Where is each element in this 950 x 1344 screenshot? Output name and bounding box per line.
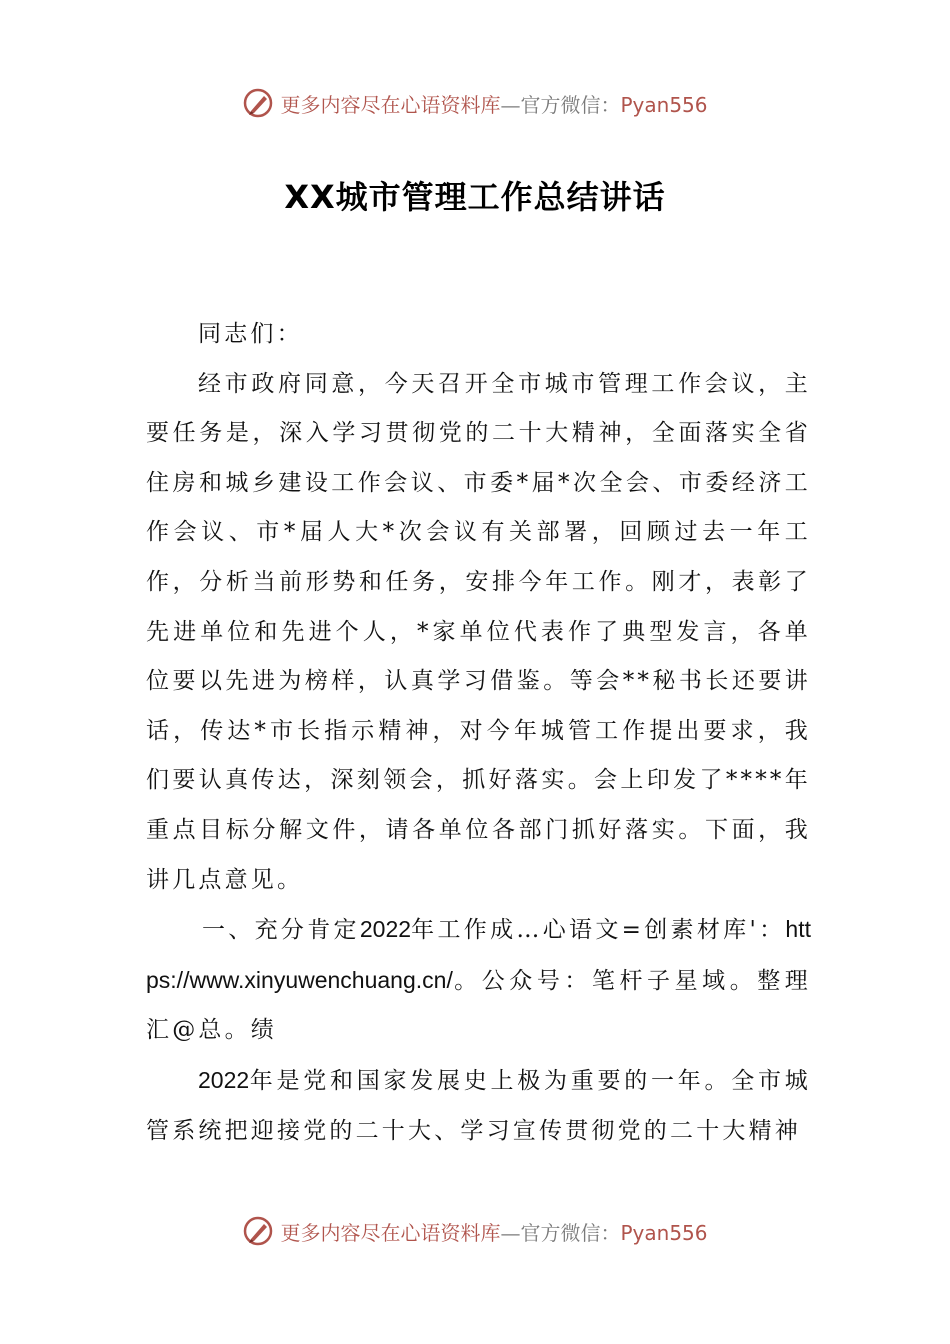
header-watermark bbox=[0, 83, 950, 123]
footer-watermark bbox=[0, 1211, 950, 1251]
heading-1-middle: 年工作成…心语文=创素材库'： bbox=[411, 917, 786, 944]
watermark-official-label: 官方微信： bbox=[520, 92, 621, 117]
watermark-wechat-id: Pyan556 bbox=[620, 1220, 708, 1245]
watermark-separator: — bbox=[500, 92, 521, 117]
paragraph-2-text: 年是党和国家发展史上极为重要的一年。全市城管系统把迎接党的二十大、学习宣传贯彻党的二十大精神 bbox=[146, 1067, 811, 1144]
document-body bbox=[146, 310, 811, 1156]
salutation: 同志们： bbox=[198, 321, 303, 347]
heading-1-url: https://www.xinyuwenchuang.cn/ bbox=[146, 916, 811, 993]
watermark-main-text: 更多内容尽在心语资料库 bbox=[280, 1220, 501, 1245]
paragraph-2 bbox=[146, 1056, 811, 1156]
heading-1-suffix: 。公众号：笔杆子星域。整理汇@总。绩 bbox=[146, 967, 811, 1044]
watermark-wechat-id: Pyan556 bbox=[620, 92, 708, 117]
watermark-text bbox=[280, 1217, 707, 1246]
paragraph-2-year: 2022 bbox=[198, 1066, 250, 1093]
heading-1-prefix: 一、充分肯定 bbox=[202, 917, 360, 944]
document-title: XX城市管理工作总结讲话 bbox=[284, 178, 666, 216]
watermark-text bbox=[280, 89, 707, 118]
pen-logo-icon bbox=[242, 1215, 274, 1247]
heading-1 bbox=[146, 905, 811, 1056]
watermark-separator: — bbox=[500, 1220, 521, 1245]
paragraph-1: 经市政府同意，今天召开全市城市管理工作会议，主要任务是，深入学习贯彻党的二十大精神，全面落实全省住房和城乡建设工作会议、市委*届*次全会、市委经济工作会议、市*届人大*次会议有关部署，回顾过去一年工作，分析当前形势和任务，安排今年工作。刚才，表彰了先进单位和先进个人，*家单位代表作了典型发言，各单位要以先进为榜样，认真学习借鉴。等会**秘书长还要讲话，传达*市长指示精神，对今年城管工作提出要求，我们要认真传达，深刻领会，抓好落实。会上印发了****年重点目标分解文件，请各单位各部门抓好落实。下面，我讲几点意见。 bbox=[146, 370, 811, 893]
heading-1-year: 2022 bbox=[359, 916, 412, 943]
watermark-official-label: 官方微信： bbox=[520, 1220, 621, 1245]
pen-logo-icon bbox=[242, 87, 274, 119]
watermark-main-text: 更多内容尽在心语资料库 bbox=[280, 92, 501, 117]
